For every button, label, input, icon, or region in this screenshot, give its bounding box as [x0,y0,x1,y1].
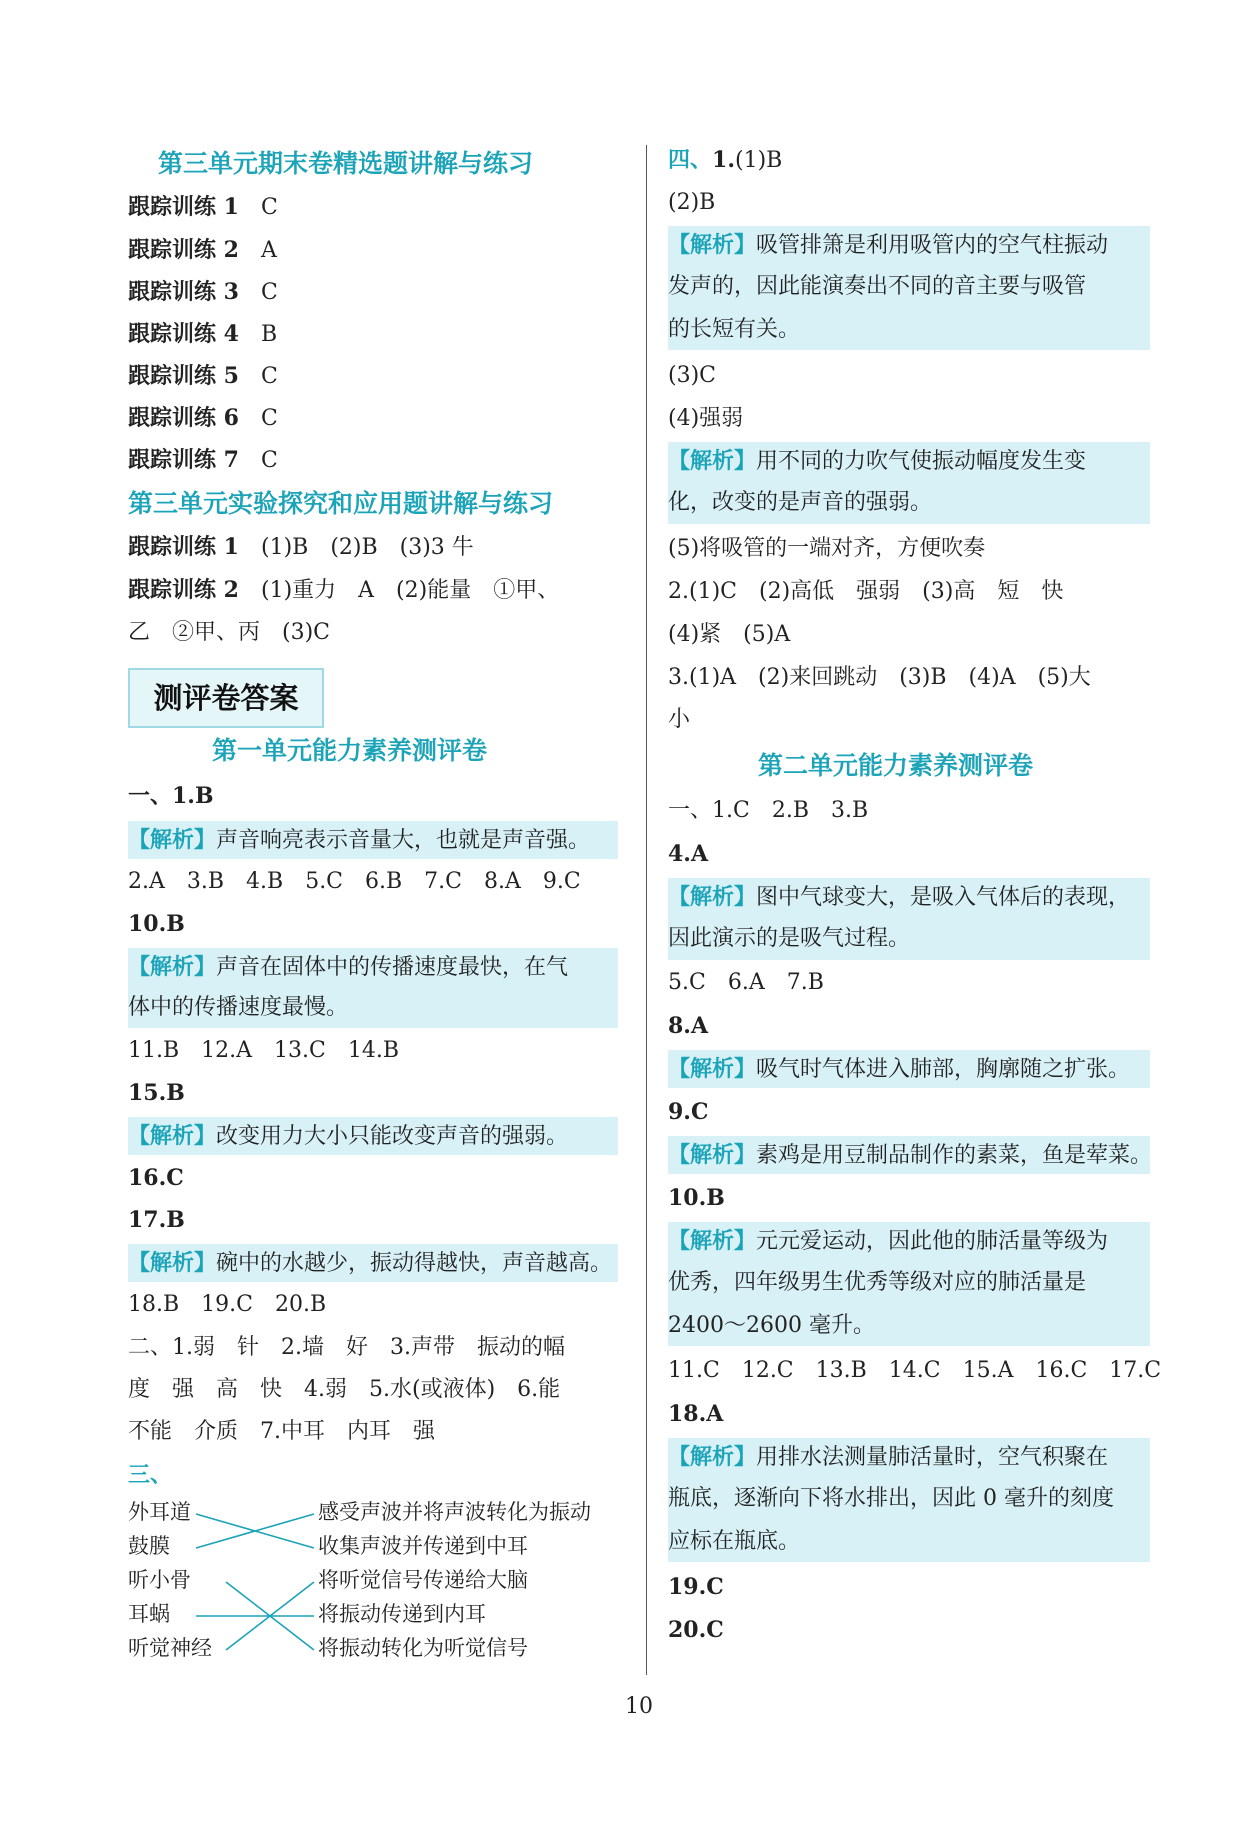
explanation-cont: 2400～2600 毫升。 [668,1313,875,1338]
list-item: 跟踪训练 4 B [128,321,278,347]
list-item: 跟踪训练 2 A [128,237,277,263]
list-item: 跟踪训练 7 C [128,447,278,473]
answer-line: 19.C [668,1574,724,1600]
match-right-item: 感受声波并将声波转化为振动 [318,1500,591,1524]
answer-line: 一、1.C 2.B 3.B [668,798,869,823]
explanation-cont: 体中的传播速度最慢。 [128,995,349,1020]
explanation-cont: 瓶底，逐渐向下将水排出，因此 0 毫升的刻度 [668,1486,1114,1511]
answer-line: 10.B [668,1185,725,1211]
answer-line: (3)C [668,363,716,388]
explanation: 【解析】吸气时气体进入肺部，胸廓随之扩张。 [668,1056,1131,1082]
column-divider [646,145,647,1675]
explanation-cont: 化，改变的是声音的强弱。 [668,490,933,515]
explanation-cont: 的长短有关。 [668,317,801,342]
match-left-item: 听小骨 [128,1568,191,1592]
answer-line: 2.A 3.B 4.B 5.C 6.B 7.C 8.A 9.C [128,869,581,894]
explanation: 【解析】吸管排箫是利用吸管内的空气柱振动 [668,232,1109,258]
section-label: 三、 [128,1462,173,1488]
explanation: 【解析】元元爱运动，因此他的肺活量等级为 [668,1228,1109,1254]
heading-unit1: 第一单元能力素养测评卷 [212,736,488,765]
answer-line: 18.B 19.C 20.B [128,1292,327,1317]
explanation: 【解析】用排水法测量肺活量时，空气积聚在 [668,1444,1109,1470]
heading-unit3-final: 第三单元期末卷精选题讲解与练习 [158,149,534,178]
answer-line: 10.B [128,911,185,937]
heading-unit2: 第二单元能力素养测评卷 [758,751,1034,780]
match-right-item: 将振动传递到内耳 [318,1602,486,1626]
match-left-item: 外耳道 [128,1500,191,1524]
answer-line: 一、1.B [128,783,214,809]
answer-line: 不能 介质 7.中耳 内耳 强 [128,1419,435,1444]
answer-line: (2)B [668,190,716,215]
answer-line: 18.A [668,1401,724,1427]
explanation-cont: 应标在瓶底。 [668,1529,801,1554]
answer-line: 四、1.(1)B [668,147,783,173]
match-right-item: 将听觉信号传递给大脑 [318,1568,528,1592]
list-item: 跟踪训练 1 C [128,194,278,220]
explanation: 【解析】素鸡是用豆制品制作的素菜，鱼是荤菜。 [668,1142,1153,1168]
answer-line: 度 强 高 快 4.弱 5.水(或液体) 6.能 [128,1377,561,1402]
explanation: 【解析】改变用力大小只能改变声音的强弱。 [128,1123,569,1149]
match-left-item: 听觉神经 [128,1636,212,1660]
answer-line: 15.B [128,1080,185,1106]
answer-line: 4.A [668,841,709,867]
answer-line: (5)将吸管的一端对齐，方便吹奏 [668,536,986,561]
list-item-cont: 乙 ②甲、丙 (3)C [128,620,330,645]
answer-line: (4)紧 (5)A [668,622,791,647]
answer-line: 二、1.弱 针 2.墙 好 3.声带 振动的幅 [128,1335,565,1360]
answer-line: (4)强弱 [668,406,744,431]
answer-line: 17.B [128,1207,185,1233]
heading-unit3-experiment: 第三单元实验探究和应用题讲解与练习 [128,489,554,518]
answer-line: 2.(1)C (2)高低 强弱 (3)高 短 快 [668,579,1064,604]
answer-line: 8.A [668,1013,709,1039]
answer-line: 16.C [128,1165,184,1191]
match-left-item: 耳蜗 [128,1602,170,1626]
answer-line: 3.(1)A (2)来回跳动 (3)B (4)A (5)大 [668,665,1091,690]
explanation: 【解析】声音响亮表示音量大，也就是声音强。 [128,827,591,853]
match-right-item: 将振动转化为听觉信号 [318,1636,528,1660]
list-item: 跟踪训练 3 C [128,279,278,305]
answer-line: 11.C 12.C 13.B 14.C 15.A 16.C 17.C [668,1358,1162,1383]
list-item: 跟踪训练 6 C [128,405,278,431]
match-right-item: 收集声波并传递到中耳 [318,1534,528,1558]
answer-line: 小 [668,707,691,732]
explanation: 【解析】用不同的力吹气使振动幅度发生变 [668,448,1087,474]
explanation: 【解析】碗中的水越少，振动得越快，声音越高。 [128,1250,613,1276]
explanation-cont: 优秀，四年级男生优秀等级对应的肺活量是 [668,1270,1087,1295]
list-item: 跟踪训练 2 (1)重力 A (2)能量 ①甲、 [128,577,560,603]
answer-line: 20.C [668,1617,724,1643]
explanation-cont: 因此演示的是吸气过程。 [668,926,911,951]
list-item: 跟踪训练 5 C [128,363,278,389]
answer-line: 5.C 6.A 7.B [668,970,824,995]
matching-lines [190,1498,320,1658]
answer-line: 11.B 12.A 13.C 14.B [128,1038,400,1063]
explanation: 【解析】图中气球变大，是吸入气体后的表现， [668,884,1131,910]
explanation: 【解析】声音在固体中的传播速度最快，在气 [128,954,569,980]
answer-line: 9.C [668,1099,709,1125]
match-left-item: 鼓膜 [128,1534,170,1558]
list-item: 跟踪训练 1 (1)B (2)B (3)3 牛 [128,534,474,560]
section-stamp: 测评卷答案 [128,668,324,728]
explanation-cont: 发声的，因此能演奏出不同的音主要与吸管 [668,274,1087,299]
page-number: 10 [625,1694,653,1719]
